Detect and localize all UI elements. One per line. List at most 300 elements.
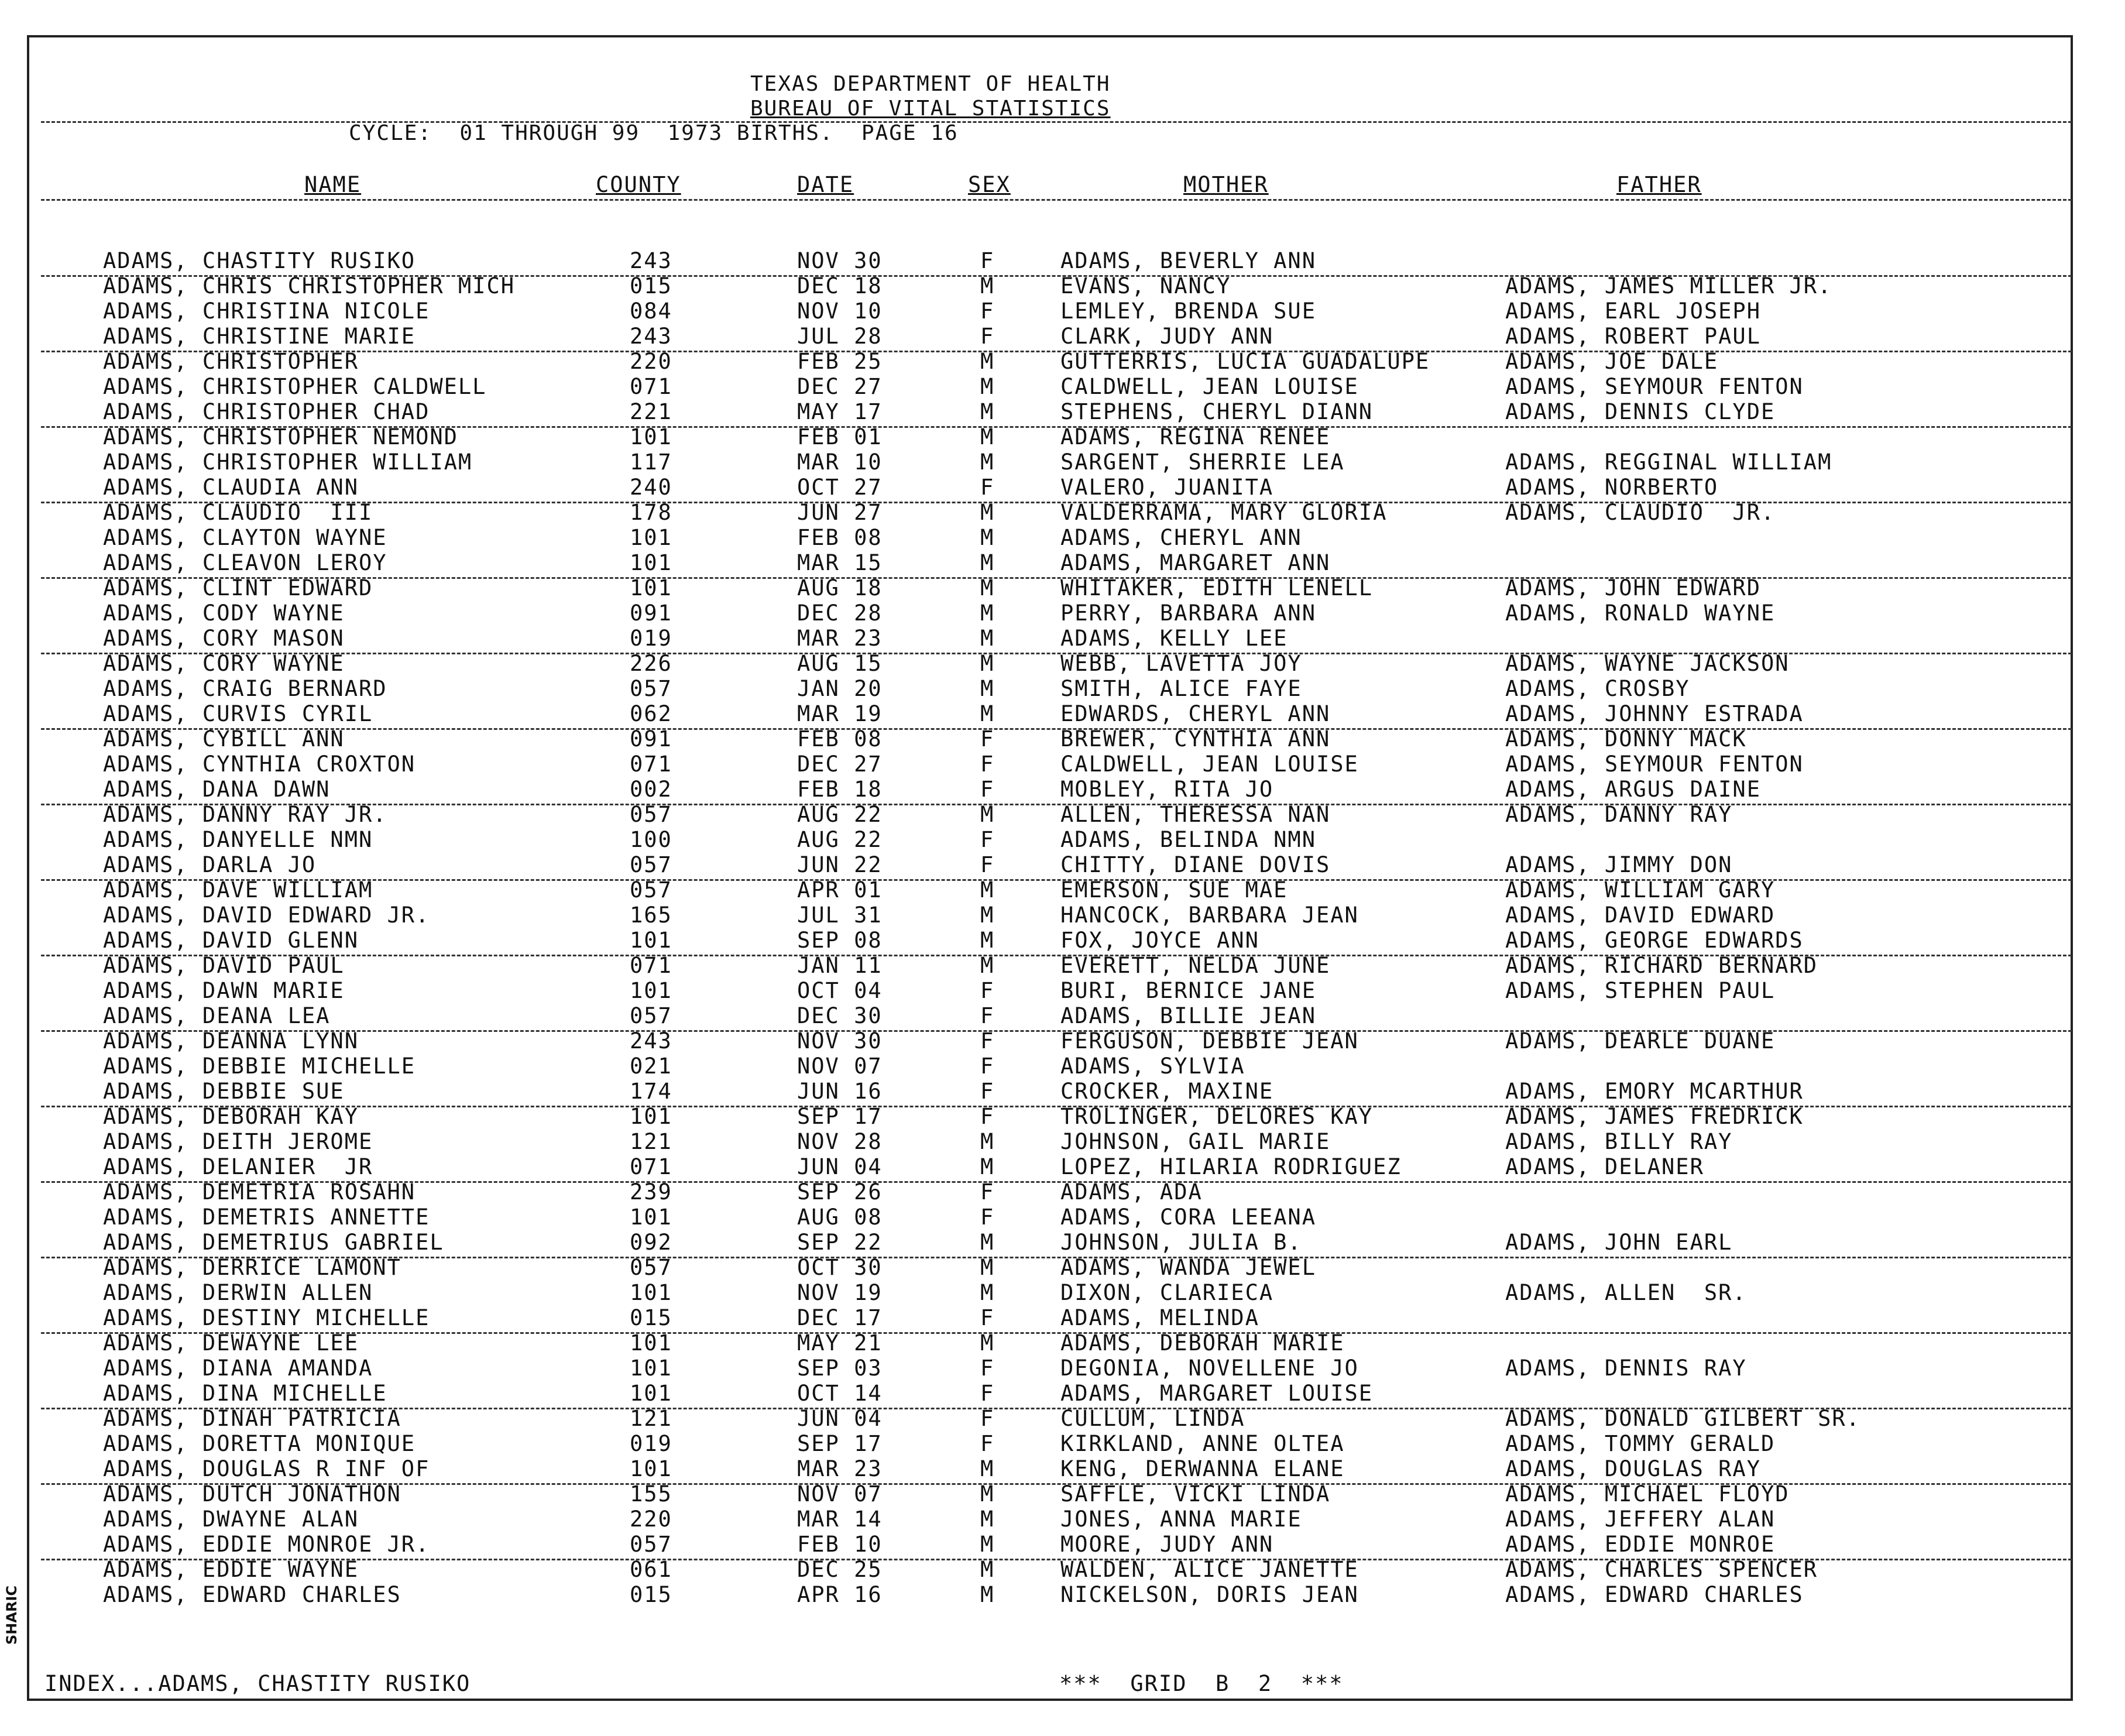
- cell-county: 155: [630, 1481, 672, 1507]
- cell-county: 243: [630, 248, 672, 273]
- cell-name: ADAMS, CYNTHIA CROXTON: [103, 752, 416, 777]
- cycle-line: CYCLE: 01 THROUGH 99 1973 BIRTHS. PAGE 16: [349, 121, 959, 145]
- table-row: [0, 651, 2125, 676]
- cell-sex: F: [980, 1381, 995, 1406]
- cell-date: AUG 22: [797, 802, 883, 827]
- cell-date: FEB 10: [797, 1532, 883, 1557]
- cell-date: OCT 30: [797, 1255, 883, 1280]
- table-row: [0, 1104, 2125, 1129]
- cell-date: OCT 14: [797, 1381, 883, 1406]
- cell-mother: ADAMS, BILLIE JEAN: [1060, 1003, 1316, 1028]
- cell-sex: F: [980, 1406, 995, 1431]
- table-row: [0, 777, 2125, 802]
- cell-mother: ADAMS, MARGARET LOUISE: [1060, 1381, 1374, 1406]
- cell-date: APR 01: [797, 877, 883, 903]
- table-row: [0, 1406, 2125, 1431]
- cell-mother: ADAMS, BELINDA NMN: [1060, 827, 1316, 852]
- cell-name: ADAMS, EDDIE WAYNE: [103, 1557, 359, 1582]
- cell-county: 101: [630, 1280, 672, 1305]
- cell-county: 121: [630, 1406, 672, 1431]
- cell-county: 015: [630, 273, 672, 299]
- table-row: [0, 1255, 2125, 1280]
- table-row: [0, 928, 2125, 953]
- cell-father: ADAMS, DENNIS CLYDE: [1505, 399, 1776, 424]
- cell-sex: M: [980, 601, 995, 626]
- cell-mother: CHITTY, DIANE DOVIS: [1060, 852, 1331, 877]
- cell-date: NOV 28: [797, 1129, 883, 1154]
- table-row: [0, 1205, 2125, 1230]
- table-row: [0, 1280, 2125, 1305]
- table-row: [0, 676, 2125, 701]
- cell-mother: PERRY, BARBARA ANN: [1060, 601, 1316, 626]
- table-row: [0, 374, 2125, 399]
- cell-mother: SMITH, ALICE FAYE: [1060, 676, 1302, 701]
- table-row: [0, 827, 2125, 852]
- cell-sex: F: [980, 852, 995, 877]
- cell-name: ADAMS, DEBORAH KAY: [103, 1104, 359, 1129]
- cell-date: JAN 20: [797, 676, 883, 701]
- cell-date: AUG 22: [797, 827, 883, 852]
- cell-name: ADAMS, CURVIS CYRIL: [103, 701, 373, 726]
- cell-sex: M: [980, 953, 995, 978]
- cell-county: 071: [630, 752, 672, 777]
- cell-name: ADAMS, DIANA AMANDA: [103, 1356, 373, 1381]
- cell-name: ADAMS, CHRISTOPHER WILLIAM: [103, 450, 473, 475]
- column-header-name: NAME: [304, 172, 362, 197]
- cell-county: 015: [630, 1582, 672, 1607]
- cell-date: MAY 21: [797, 1330, 883, 1356]
- cell-father: ADAMS, GEORGE EDWARDS: [1505, 928, 1804, 953]
- cell-mother: ADAMS, SYLVIA: [1060, 1054, 1245, 1079]
- cell-mother: EDWARDS, CHERYL ANN: [1060, 701, 1331, 726]
- cell-mother: SARGENT, SHERRIE LEA: [1060, 450, 1345, 475]
- cell-sex: M: [980, 525, 995, 550]
- column-header-sex: SEX: [968, 172, 1011, 197]
- cell-sex: M: [980, 450, 995, 475]
- table-row: [0, 953, 2125, 978]
- cell-mother: KENG, DERWANNA ELANE: [1060, 1456, 1345, 1481]
- cell-date: NOV 07: [797, 1481, 883, 1507]
- cell-date: SEP 08: [797, 928, 883, 953]
- table-row: [0, 1079, 2125, 1104]
- cell-name: ADAMS, DAVID GLENN: [103, 928, 359, 953]
- cell-county: 221: [630, 399, 672, 424]
- cell-sex: F: [980, 1356, 995, 1381]
- cell-sex: M: [980, 1129, 995, 1154]
- cell-date: JUL 31: [797, 903, 883, 928]
- department-title: TEXAS DEPARTMENT OF HEALTH: [750, 72, 1111, 96]
- column-header-county: COUNTY: [596, 172, 681, 197]
- cell-mother: WEBB, LAVETTA JOY: [1060, 651, 1302, 676]
- column-header-father: FATHER: [1616, 172, 1702, 197]
- cell-county: 101: [630, 1381, 672, 1406]
- cell-father: ADAMS, CHARLES SPENCER: [1505, 1557, 1818, 1582]
- cell-date: NOV 30: [797, 1028, 883, 1054]
- cell-father: ADAMS, EDWARD CHARLES: [1505, 1582, 1804, 1607]
- cell-mother: CULLUM, LINDA: [1060, 1406, 1245, 1431]
- cell-name: ADAMS, CHRISTINA NICOLE: [103, 299, 430, 324]
- cell-father: ADAMS, JAMES MILLER JR.: [1505, 273, 1832, 299]
- cell-date: FEB 18: [797, 777, 883, 802]
- cell-date: NOV 10: [797, 299, 883, 324]
- table-row: [0, 626, 2125, 651]
- column-header-date: DATE: [797, 172, 854, 197]
- cell-sex: M: [980, 399, 995, 424]
- cell-mother: FERGUSON, DEBBIE JEAN: [1060, 1028, 1359, 1054]
- cell-county: 220: [630, 1507, 672, 1532]
- cell-date: JUN 22: [797, 852, 883, 877]
- cell-father: ADAMS, JOHNNY ESTRADA: [1505, 701, 1804, 726]
- cell-sex: M: [980, 903, 995, 928]
- cell-sex: M: [980, 877, 995, 903]
- table-row: [0, 726, 2125, 752]
- cell-father: ADAMS, TOMMY GERALD: [1505, 1431, 1776, 1456]
- cell-mother: ADAMS, MELINDA: [1060, 1305, 1259, 1330]
- cell-sex: M: [980, 424, 995, 450]
- cell-name: ADAMS, DESTINY MICHELLE: [103, 1305, 430, 1330]
- table-row: [0, 399, 2125, 424]
- header-rule: [41, 121, 2072, 123]
- cell-sex: M: [980, 928, 995, 953]
- cell-county: 071: [630, 1154, 672, 1179]
- cell-mother: EVERETT, NELDA JUNE: [1060, 953, 1331, 978]
- cell-sex: M: [980, 1532, 995, 1557]
- cell-name: ADAMS, CRAIG BERNARD: [103, 676, 387, 701]
- cell-date: SEP 17: [797, 1431, 883, 1456]
- table-row: [0, 1431, 2125, 1456]
- table-row: [0, 475, 2125, 500]
- cell-mother: BREWER, CYNTHIA ANN: [1060, 726, 1331, 752]
- cell-name: ADAMS, DWAYNE ALAN: [103, 1507, 359, 1532]
- cell-county: 002: [630, 777, 672, 802]
- cell-name: ADAMS, CLAUDIA ANN: [103, 475, 359, 500]
- cell-father: ADAMS, JOE DALE: [1505, 349, 1719, 374]
- cell-date: MAR 10: [797, 450, 883, 475]
- cell-name: ADAMS, DEITH JEROME: [103, 1129, 373, 1154]
- cell-father: ADAMS, DONNY MACK: [1505, 726, 1747, 752]
- cell-name: ADAMS, DINA MICHELLE: [103, 1381, 387, 1406]
- cell-county: 015: [630, 1305, 672, 1330]
- table-row: [0, 877, 2125, 903]
- cell-date: FEB 01: [797, 424, 883, 450]
- cell-sex: M: [980, 1330, 995, 1356]
- cell-date: OCT 04: [797, 978, 883, 1003]
- cell-mother: ADAMS, REGINA RENEE: [1060, 424, 1331, 450]
- cell-name: ADAMS, CHRISTOPHER: [103, 349, 359, 374]
- cell-county: 019: [630, 626, 672, 651]
- cell-date: JUL 28: [797, 324, 883, 349]
- cell-county: 092: [630, 1230, 672, 1255]
- cell-county: 091: [630, 601, 672, 626]
- cell-name: ADAMS, DINAH PATRICIA: [103, 1406, 401, 1431]
- table-row: [0, 1456, 2125, 1481]
- cell-sex: M: [980, 1280, 995, 1305]
- cell-county: 057: [630, 852, 672, 877]
- cell-father: ADAMS, EMORY MCARTHUR: [1505, 1079, 1804, 1104]
- cell-mother: TROLINGER, DELORES KAY: [1060, 1104, 1374, 1129]
- cell-sex: M: [980, 349, 995, 374]
- cell-mother: HANCOCK, BARBARA JEAN: [1060, 903, 1359, 928]
- cell-date: DEC 28: [797, 601, 883, 626]
- cell-sex: M: [980, 1481, 995, 1507]
- table-row: [0, 1230, 2125, 1255]
- cell-date: SEP 26: [797, 1179, 883, 1205]
- cell-date: AUG 15: [797, 651, 883, 676]
- cell-name: ADAMS, DOUGLAS R INF OF: [103, 1456, 430, 1481]
- cell-name: ADAMS, DANNY RAY JR.: [103, 802, 387, 827]
- cell-father: ADAMS, JOHN EARL: [1505, 1230, 1733, 1255]
- cell-name: ADAMS, EDWARD CHARLES: [103, 1582, 401, 1607]
- cell-mother: ADAMS, CORA LEEANA: [1060, 1205, 1316, 1230]
- cell-name: ADAMS, DEMETRIA ROSAHN: [103, 1179, 416, 1205]
- cell-date: AUG 08: [797, 1205, 883, 1230]
- table-row: [0, 450, 2125, 475]
- cell-father: ADAMS, STEPHEN PAUL: [1505, 978, 1776, 1003]
- cell-date: MAR 14: [797, 1507, 883, 1532]
- cell-name: ADAMS, DAWN MARIE: [103, 978, 345, 1003]
- cell-date: AUG 18: [797, 575, 883, 601]
- cell-mother: VALERO, JUANITA: [1060, 475, 1274, 500]
- index-label: INDEX...ADAMS, CHASTITY RUSIKO: [44, 1671, 471, 1696]
- cell-sex: F: [980, 827, 995, 852]
- cell-sex: F: [980, 1205, 995, 1230]
- table-row: [0, 248, 2125, 273]
- cell-father: ADAMS, CROSBY: [1505, 676, 1690, 701]
- table-row: [0, 852, 2125, 877]
- cell-name: ADAMS, DEBBIE SUE: [103, 1079, 345, 1104]
- table-row: [0, 299, 2125, 324]
- cell-name: ADAMS, DEANNA LYNN: [103, 1028, 359, 1054]
- cell-mother: ADAMS, MARGARET ANN: [1060, 550, 1331, 575]
- table-row: [0, 1381, 2125, 1406]
- cell-sex: F: [980, 324, 995, 349]
- cell-sex: M: [980, 676, 995, 701]
- cell-mother: CLARK, JUDY ANN: [1060, 324, 1274, 349]
- cell-father: ADAMS, DONALD GILBERT SR.: [1505, 1406, 1860, 1431]
- cell-sex: F: [980, 1104, 995, 1129]
- table-row: [0, 273, 2125, 299]
- cell-father: ADAMS, NORBERTO: [1505, 475, 1719, 500]
- table-row: [0, 1028, 2125, 1054]
- cell-county: 057: [630, 802, 672, 827]
- cell-date: MAR 23: [797, 1456, 883, 1481]
- table-row: [0, 1356, 2125, 1381]
- cell-sex: M: [980, 273, 995, 299]
- cell-mother: JOHNSON, JULIA B.: [1060, 1230, 1302, 1255]
- table-row: [0, 701, 2125, 726]
- cell-county: 101: [630, 525, 672, 550]
- cell-date: DEC 27: [797, 752, 883, 777]
- cell-county: 071: [630, 374, 672, 399]
- cell-mother: ADAMS, DEBORAH MARIE: [1060, 1330, 1345, 1356]
- cell-date: MAR 23: [797, 626, 883, 651]
- cell-father: ADAMS, SEYMOUR FENTON: [1505, 374, 1804, 399]
- cell-father: ADAMS, CLAUDIO JR.: [1505, 500, 1776, 525]
- cell-father: ADAMS, ALLEN SR.: [1505, 1280, 1747, 1305]
- table-row: [0, 1154, 2125, 1179]
- cell-date: JUN 04: [797, 1406, 883, 1431]
- cell-name: ADAMS, DERWIN ALLEN: [103, 1280, 373, 1305]
- cell-father: ADAMS, JEFFERY ALAN: [1505, 1507, 1776, 1532]
- cell-mother: EMERSON, SUE MAE: [1060, 877, 1288, 903]
- cell-name: ADAMS, CHRIS CHRISTOPHER MICH: [103, 273, 516, 299]
- table-row: [0, 1129, 2125, 1154]
- cell-date: JUN 16: [797, 1079, 883, 1104]
- cell-name: ADAMS, DAVE WILLIAM: [103, 877, 373, 903]
- cell-county: 240: [630, 475, 672, 500]
- cell-sex: M: [980, 374, 995, 399]
- cell-father: ADAMS, DAVID EDWARD: [1505, 903, 1776, 928]
- cell-county: 101: [630, 1456, 672, 1481]
- cell-name: ADAMS, DEWAYNE LEE: [103, 1330, 359, 1356]
- cell-father: ADAMS, SEYMOUR FENTON: [1505, 752, 1804, 777]
- cell-county: 101: [630, 1356, 672, 1381]
- cell-county: 057: [630, 1003, 672, 1028]
- cell-sex: M: [980, 1557, 995, 1582]
- cell-name: ADAMS, CODY WAYNE: [103, 601, 345, 626]
- cell-county: 220: [630, 349, 672, 374]
- cell-sex: F: [980, 1028, 995, 1054]
- cell-father: ADAMS, JIMMY DON: [1505, 852, 1733, 877]
- cell-mother: ALLEN, THERESSA NAN: [1060, 802, 1331, 827]
- cell-sex: M: [980, 802, 995, 827]
- table-row: [0, 1054, 2125, 1079]
- cell-father: ADAMS, DANNY RAY: [1505, 802, 1733, 827]
- cell-mother: ADAMS, BEVERLY ANN: [1060, 248, 1316, 273]
- cell-date: NOV 19: [797, 1280, 883, 1305]
- column-header-mother: MOTHER: [1183, 172, 1269, 197]
- table-row: [0, 978, 2125, 1003]
- cell-name: ADAMS, CYBILL ANN: [103, 726, 345, 752]
- cell-sex: F: [980, 978, 995, 1003]
- cell-date: SEP 22: [797, 1230, 883, 1255]
- cell-date: MAY 17: [797, 399, 883, 424]
- cell-name: ADAMS, DEMETRIUS GABRIEL: [103, 1230, 444, 1255]
- cell-name: ADAMS, DEBBIE MICHELLE: [103, 1054, 416, 1079]
- cell-name: ADAMS, CHRISTOPHER CALDWELL: [103, 374, 487, 399]
- cell-mother: ADAMS, WANDA JEWEL: [1060, 1255, 1316, 1280]
- cell-father: ADAMS, ROBERT PAUL: [1505, 324, 1761, 349]
- cell-father: ADAMS, JAMES FREDRICK: [1505, 1104, 1804, 1129]
- table-row: [0, 525, 2125, 550]
- cell-sex: F: [980, 752, 995, 777]
- table-row: [0, 324, 2125, 349]
- table-row: [0, 500, 2125, 525]
- cell-father: ADAMS, DEARLE DUANE: [1505, 1028, 1776, 1054]
- cell-sex: F: [980, 1079, 995, 1104]
- cell-date: NOV 07: [797, 1054, 883, 1079]
- grid-label: *** GRID B 2 ***: [1059, 1671, 1344, 1696]
- cell-county: 100: [630, 827, 672, 852]
- cell-county: 101: [630, 978, 672, 1003]
- cell-name: ADAMS, CHRISTINE MARIE: [103, 324, 416, 349]
- cell-mother: DEGONIA, NOVELLENE JO: [1060, 1356, 1359, 1381]
- cell-name: ADAMS, DANYELLE NMN: [103, 827, 373, 852]
- table-row: [0, 550, 2125, 575]
- cell-county: 101: [630, 424, 672, 450]
- table-row: [0, 1481, 2125, 1507]
- cell-county: 062: [630, 701, 672, 726]
- cell-date: DEC 18: [797, 273, 883, 299]
- table-row: [0, 349, 2125, 374]
- cell-mother: CROCKER, MAXINE: [1060, 1079, 1274, 1104]
- cell-county: 057: [630, 1255, 672, 1280]
- table-row: [0, 1582, 2125, 1607]
- table-row: [0, 1330, 2125, 1356]
- side-label: SHARIC: [4, 1586, 20, 1645]
- cell-date: DEC 17: [797, 1305, 883, 1330]
- cell-county: 101: [630, 1330, 672, 1356]
- cell-county: 071: [630, 953, 672, 978]
- cell-date: FEB 08: [797, 726, 883, 752]
- table-row: [0, 752, 2125, 777]
- cell-sex: M: [980, 1582, 995, 1607]
- cell-date: JUN 27: [797, 500, 883, 525]
- cell-name: ADAMS, DELANIER JR: [103, 1154, 373, 1179]
- cell-name: ADAMS, CHRISTOPHER CHAD: [103, 399, 430, 424]
- table-row: [0, 575, 2125, 601]
- cell-name: ADAMS, DEANA LEA: [103, 1003, 331, 1028]
- cell-mother: DIXON, CLARIECA: [1060, 1280, 1274, 1305]
- cell-father: ADAMS, RONALD WAYNE: [1505, 601, 1776, 626]
- cell-name: ADAMS, DUTCH JONATHON: [103, 1481, 401, 1507]
- table-row: [0, 601, 2125, 626]
- cell-county: 121: [630, 1129, 672, 1154]
- cell-name: ADAMS, DARLA JO: [103, 852, 317, 877]
- cell-county: 174: [630, 1079, 672, 1104]
- cell-sex: F: [980, 475, 995, 500]
- cell-sex: F: [980, 777, 995, 802]
- cell-date: MAR 15: [797, 550, 883, 575]
- cell-county: 019: [630, 1431, 672, 1456]
- cell-mother: VALDERRAMA, MARY GLORIA: [1060, 500, 1388, 525]
- cell-date: JUN 04: [797, 1154, 883, 1179]
- cell-county: 226: [630, 651, 672, 676]
- cell-county: 057: [630, 1532, 672, 1557]
- cell-county: 057: [630, 676, 672, 701]
- cell-mother: MOBLEY, RITA JO: [1060, 777, 1274, 802]
- table-row: [0, 903, 2125, 928]
- table-row: [0, 1305, 2125, 1330]
- cell-mother: LEMLEY, BRENDA SUE: [1060, 299, 1316, 324]
- cell-date: FEB 08: [797, 525, 883, 550]
- cell-date: SEP 03: [797, 1356, 883, 1381]
- cell-mother: CALDWELL, JEAN LOUISE: [1060, 374, 1359, 399]
- cell-county: 117: [630, 450, 672, 475]
- cell-sex: M: [980, 575, 995, 601]
- cell-sex: M: [980, 626, 995, 651]
- cell-sex: M: [980, 550, 995, 575]
- cell-mother: BURI, BERNICE JANE: [1060, 978, 1316, 1003]
- column-header-rule: [41, 199, 2072, 201]
- table-row: [0, 1179, 2125, 1205]
- cell-mother: ADAMS, KELLY LEE: [1060, 626, 1288, 651]
- cell-sex: F: [980, 299, 995, 324]
- cell-father: ADAMS, EDDIE MONROE: [1505, 1532, 1776, 1557]
- cell-county: 243: [630, 1028, 672, 1054]
- cell-name: ADAMS, CHASTITY RUSIKO: [103, 248, 416, 273]
- cell-name: ADAMS, EDDIE MONROE JR.: [103, 1532, 430, 1557]
- cell-name: ADAMS, DERRICE LAMONT: [103, 1255, 401, 1280]
- cell-father: ADAMS, DOUGLAS RAY: [1505, 1456, 1761, 1481]
- cell-county: 101: [630, 550, 672, 575]
- cell-county: 101: [630, 1104, 672, 1129]
- table-row: [0, 1507, 2125, 1532]
- cell-county: 243: [630, 324, 672, 349]
- cell-father: ADAMS, MICHAEL FLOYD: [1505, 1481, 1790, 1507]
- cell-mother: NICKELSON, DORIS JEAN: [1060, 1582, 1359, 1607]
- cell-county: 021: [630, 1054, 672, 1079]
